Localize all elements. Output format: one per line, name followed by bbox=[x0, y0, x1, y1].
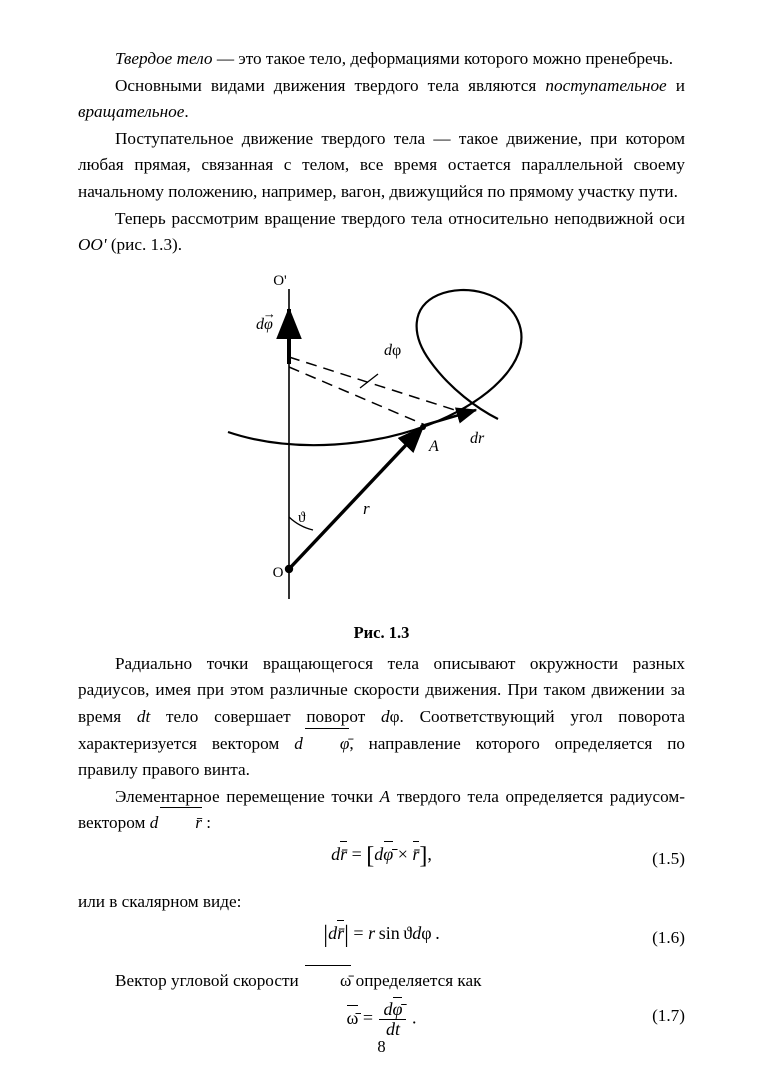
paragraph-5-d: , направление которого определяется по правилу правого винта. bbox=[78, 733, 685, 780]
symbol-dt: dt bbox=[136, 706, 151, 726]
paragraph-5-b: тело совершает поворот bbox=[150, 706, 381, 726]
paragraph-2-c: . bbox=[184, 102, 189, 122]
paragraph-8 bbox=[78, 968, 685, 995]
paragraph-2 bbox=[78, 73, 685, 126]
equation-row-1-6 bbox=[78, 922, 685, 966]
point-A-dot bbox=[420, 424, 426, 430]
paragraph-4 bbox=[78, 206, 685, 259]
equation-row-1-5 bbox=[78, 843, 685, 887]
equation-1-7-number: (1.7) bbox=[652, 1006, 685, 1026]
label-axis-bottom: O bbox=[272, 564, 284, 581]
label-dr: dr bbox=[470, 429, 485, 447]
term-solid-body: Твердое тело bbox=[115, 49, 213, 68]
symbol-point-A: A bbox=[379, 786, 391, 806]
axis-name: OO' bbox=[78, 235, 107, 255]
equation-1-6-body: |dr̄| = r sin ϑdφ . bbox=[323, 921, 440, 948]
paragraph-8-b: определяется как bbox=[351, 970, 482, 990]
radius-vector-r bbox=[289, 427, 423, 569]
paragraph-2-b: и bbox=[666, 75, 685, 95]
symbol-dr-vector: d r̄ bbox=[150, 813, 202, 832]
paragraph-1-rest: — это такое тело, деформациями которого можно пренебречь. bbox=[212, 49, 674, 68]
equation-1-5-body: dr̄ = [dφ̄ × r̄], bbox=[331, 842, 432, 869]
equation-1-6-number: (1.6) bbox=[652, 927, 685, 947]
label-r: r bbox=[363, 498, 370, 518]
label-theta: ϑ bbox=[298, 509, 306, 526]
paragraph-3: Поступательное движение твердого тела — такое движение, при котором любая прямая, связанная с телом, все время остается параллельной своему начальному положению, например, вагон, движущийся по прямому участку пути. bbox=[78, 128, 685, 201]
dphi-dashed-line-2 bbox=[289, 367, 425, 425]
paragraph-7: или в скалярном виде: bbox=[78, 891, 242, 911]
paragraph-5 bbox=[78, 651, 685, 784]
label-axis-top: O' bbox=[273, 272, 287, 289]
paragraph-6-c: : bbox=[201, 813, 212, 833]
symbol-dphi-vector: d φ̄ bbox=[294, 734, 349, 753]
paragraph-2-a: Основными видами движения твердого тела являются bbox=[115, 75, 546, 95]
term-rotational: вращательное bbox=[78, 102, 185, 122]
paragraph-8-a: Вектор угловой скорости bbox=[115, 970, 303, 990]
figure-1-3 bbox=[78, 269, 685, 621]
paragraph-5-c: . Соответствующий угол поворота характеризуется вектором bbox=[78, 706, 685, 753]
symbol-d: d bbox=[380, 706, 390, 726]
paragraph-4-b: (рис. 1.3). bbox=[106, 235, 183, 255]
equation-1-7-body: ω̄ = $\frac{d\varphī}{dt}$ . bbox=[346, 999, 417, 1039]
paragraph-5-a: Радиально точки вращающегося тела описывают окружности разных радиусов, имея при этом различные скорости движения. При таком движении за время bbox=[78, 653, 685, 726]
equation-1-5-number: (1.5) bbox=[652, 848, 685, 868]
paragraph-6-b: твердого тела определяется радиусом-вектором bbox=[78, 786, 686, 833]
paragraph-6 bbox=[78, 784, 685, 837]
paragraph-1 bbox=[78, 46, 685, 73]
rotation-diagram-svg bbox=[78, 269, 685, 621]
page-number: 8 bbox=[377, 1037, 386, 1056]
label-point-A: A bbox=[429, 437, 439, 455]
symbol-omega-vector: ω̄ bbox=[303, 971, 351, 990]
label-dphi-angle: dφ bbox=[384, 341, 402, 359]
symbol-phi: φ bbox=[389, 706, 400, 726]
displacement-vector-dr bbox=[425, 410, 476, 425]
paragraph-4-a: Теперь рассмотрим вращение твердого тела относительно неподвижной оси bbox=[115, 208, 685, 228]
figure-caption: Рис. 1.3 bbox=[353, 622, 410, 642]
term-translational: поступательное bbox=[545, 75, 667, 95]
label-dphi-vector: dφ→ bbox=[256, 305, 276, 333]
paragraph-6-a: Элементарное перемещение точки bbox=[115, 786, 380, 806]
